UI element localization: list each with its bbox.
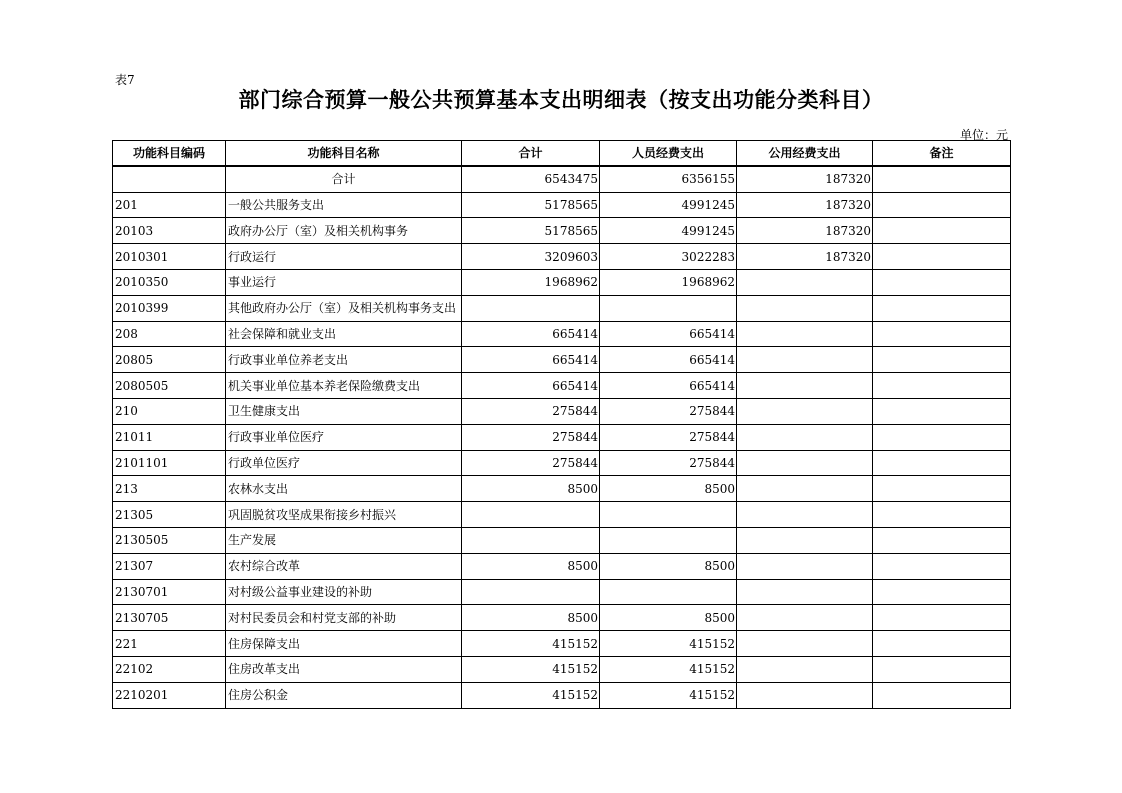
- cell-public: [737, 553, 873, 579]
- cell-personnel: 4991245: [600, 192, 737, 218]
- header-code: 功能科目编码: [113, 141, 226, 167]
- cell-remark: [873, 527, 1011, 553]
- cell-total: 8500: [462, 476, 600, 502]
- cell-personnel: 275844: [600, 398, 737, 424]
- table-row: [113, 244, 1011, 270]
- table-row: [113, 218, 1011, 244]
- cell-public: 187320: [737, 166, 873, 192]
- cell-public: [737, 321, 873, 347]
- cell-public: [737, 476, 873, 502]
- cell-name: 对村民委员会和村党支部的补助: [226, 605, 462, 631]
- cell-personnel: 415152: [600, 682, 737, 708]
- table-row: [113, 527, 1011, 553]
- cell-remark: [873, 656, 1011, 682]
- table-row: [113, 373, 1011, 399]
- cell-personnel: 415152: [600, 631, 737, 657]
- cell-personnel: [600, 579, 737, 605]
- cell-personnel: [600, 295, 737, 321]
- cell-remark: [873, 321, 1011, 347]
- table-row: [113, 605, 1011, 631]
- cell-personnel: 665414: [600, 347, 737, 373]
- total-row: [113, 166, 1011, 192]
- cell-code: 2210201: [113, 682, 226, 708]
- cell-code: 20103: [113, 218, 226, 244]
- cell-name: 行政单位医疗: [226, 450, 462, 476]
- cell-total: 415152: [462, 631, 600, 657]
- cell-personnel: 275844: [600, 450, 737, 476]
- cell-name: 住房公积金: [226, 682, 462, 708]
- cell-public: [737, 295, 873, 321]
- cell-public: [737, 347, 873, 373]
- cell-code: 2010301: [113, 244, 226, 270]
- cell-code: 2130505: [113, 527, 226, 553]
- cell-public: [737, 424, 873, 450]
- cell-total: 665414: [462, 321, 600, 347]
- cell-total: 275844: [462, 450, 600, 476]
- cell-total: 6543475: [462, 166, 600, 192]
- cell-code: 20805: [113, 347, 226, 373]
- cell-name: 行政事业单位医疗: [226, 424, 462, 450]
- cell-remark: [873, 192, 1011, 218]
- cell-name: 对村级公益事业建设的补助: [226, 579, 462, 605]
- cell-public: 187320: [737, 244, 873, 270]
- table-row: [113, 424, 1011, 450]
- cell-remark: [873, 553, 1011, 579]
- cell-personnel: 665414: [600, 321, 737, 347]
- page-title: 部门综合预算一般公共预算基本支出明细表（按支出功能分类科目）: [238, 88, 884, 112]
- cell-total: 665414: [462, 347, 600, 373]
- cell-code: 221: [113, 631, 226, 657]
- cell-code: 21011: [113, 424, 226, 450]
- cell-code: 2101101: [113, 450, 226, 476]
- cell-personnel: 275844: [600, 424, 737, 450]
- cell-remark: [873, 579, 1011, 605]
- cell-public: [737, 605, 873, 631]
- cell-code: 21305: [113, 502, 226, 528]
- cell-public: [737, 398, 873, 424]
- header-public: 公用经费支出: [737, 141, 873, 167]
- table-row: [113, 476, 1011, 502]
- cell-total: 3209603: [462, 244, 600, 270]
- cell-personnel: 8500: [600, 476, 737, 502]
- cell-name: 行政事业单位养老支出: [226, 347, 462, 373]
- cell-personnel: [600, 502, 737, 528]
- cell-public: [737, 450, 873, 476]
- cell-personnel: 1968962: [600, 269, 737, 295]
- table-row: [113, 553, 1011, 579]
- cell-name: 合计: [226, 166, 462, 192]
- cell-total: 8500: [462, 605, 600, 631]
- cell-name: 农林水支出: [226, 476, 462, 502]
- cell-personnel: [600, 527, 737, 553]
- cell-public: [737, 269, 873, 295]
- table-row: [113, 347, 1011, 373]
- cell-public: 187320: [737, 192, 873, 218]
- cell-personnel: 4991245: [600, 218, 737, 244]
- table-row: [113, 631, 1011, 657]
- cell-remark: [873, 166, 1011, 192]
- cell-total: 8500: [462, 553, 600, 579]
- cell-personnel: 665414: [600, 373, 737, 399]
- table-row: [113, 398, 1011, 424]
- cell-name: 住房改革支出: [226, 656, 462, 682]
- cell-name: 机关事业单位基本养老保险缴费支出: [226, 373, 462, 399]
- cell-personnel: 415152: [600, 656, 737, 682]
- cell-remark: [873, 502, 1011, 528]
- cell-remark: [873, 631, 1011, 657]
- cell-public: [737, 373, 873, 399]
- cell-public: [737, 631, 873, 657]
- cell-remark: [873, 269, 1011, 295]
- cell-name: 农村综合改革: [226, 553, 462, 579]
- cell-personnel: 3022283: [600, 244, 737, 270]
- cell-public: [737, 579, 873, 605]
- cell-code: 2130701: [113, 579, 226, 605]
- cell-name: 巩固脱贫攻坚成果衔接乡村振兴: [226, 502, 462, 528]
- header-remark: 备注: [873, 141, 1011, 167]
- cell-name: 社会保障和就业支出: [226, 321, 462, 347]
- cell-code: 2130705: [113, 605, 226, 631]
- cell-remark: [873, 605, 1011, 631]
- cell-total: 5178565: [462, 218, 600, 244]
- table-row: [113, 295, 1011, 321]
- cell-remark: [873, 424, 1011, 450]
- cell-remark: [873, 682, 1011, 708]
- cell-total: [462, 579, 600, 605]
- cell-code: 22102: [113, 656, 226, 682]
- cell-code: 2080505: [113, 373, 226, 399]
- cell-code: 210: [113, 398, 226, 424]
- cell-code: 201: [113, 192, 226, 218]
- cell-code: 2010399: [113, 295, 226, 321]
- cell-code: 21307: [113, 553, 226, 579]
- unit-label: 单位：元: [959, 128, 1008, 142]
- cell-personnel: 8500: [600, 553, 737, 579]
- cell-name: 生产发展: [226, 527, 462, 553]
- expenditure-table: [112, 140, 1011, 709]
- cell-name: 一般公共服务支出: [226, 192, 462, 218]
- cell-total: [462, 527, 600, 553]
- cell-public: 187320: [737, 218, 873, 244]
- cell-remark: [873, 476, 1011, 502]
- table-row: [113, 321, 1011, 347]
- cell-name: 卫生健康支出: [226, 398, 462, 424]
- table-row: [113, 192, 1011, 218]
- cell-name: 其他政府办公厅（室）及相关机构事务支出: [226, 295, 462, 321]
- cell-total: 1968962: [462, 269, 600, 295]
- header-total: 合计: [462, 141, 600, 167]
- table-row: [113, 269, 1011, 295]
- table-number: 表7: [115, 73, 135, 87]
- cell-remark: [873, 218, 1011, 244]
- cell-total: 415152: [462, 656, 600, 682]
- cell-public: [737, 656, 873, 682]
- cell-code: 2010350: [113, 269, 226, 295]
- cell-total: 415152: [462, 682, 600, 708]
- cell-remark: [873, 244, 1011, 270]
- cell-total: 275844: [462, 424, 600, 450]
- cell-public: [737, 502, 873, 528]
- cell-total: 665414: [462, 373, 600, 399]
- cell-remark: [873, 398, 1011, 424]
- table-row: [113, 579, 1011, 605]
- cell-name: 事业运行: [226, 269, 462, 295]
- cell-name: 行政运行: [226, 244, 462, 270]
- cell-remark: [873, 295, 1011, 321]
- cell-total: [462, 295, 600, 321]
- table-row: [113, 656, 1011, 682]
- cell-total: [462, 502, 600, 528]
- cell-code: [113, 166, 226, 192]
- cell-total: 275844: [462, 398, 600, 424]
- table-row: [113, 450, 1011, 476]
- table-row: [113, 682, 1011, 708]
- cell-code: 208: [113, 321, 226, 347]
- cell-total: 5178565: [462, 192, 600, 218]
- table-row: [113, 502, 1011, 528]
- cell-remark: [873, 373, 1011, 399]
- cell-public: [737, 527, 873, 553]
- table-header-row: [113, 141, 1011, 167]
- header-personnel: 人员经费支出: [600, 141, 737, 167]
- header-name: 功能科目名称: [226, 141, 462, 167]
- cell-name: 住房保障支出: [226, 631, 462, 657]
- cell-remark: [873, 450, 1011, 476]
- cell-personnel: 8500: [600, 605, 737, 631]
- cell-public: [737, 682, 873, 708]
- cell-name: 政府办公厅（室）及相关机构事务: [226, 218, 462, 244]
- cell-remark: [873, 347, 1011, 373]
- cell-code: 213: [113, 476, 226, 502]
- cell-personnel: 6356155: [600, 166, 737, 192]
